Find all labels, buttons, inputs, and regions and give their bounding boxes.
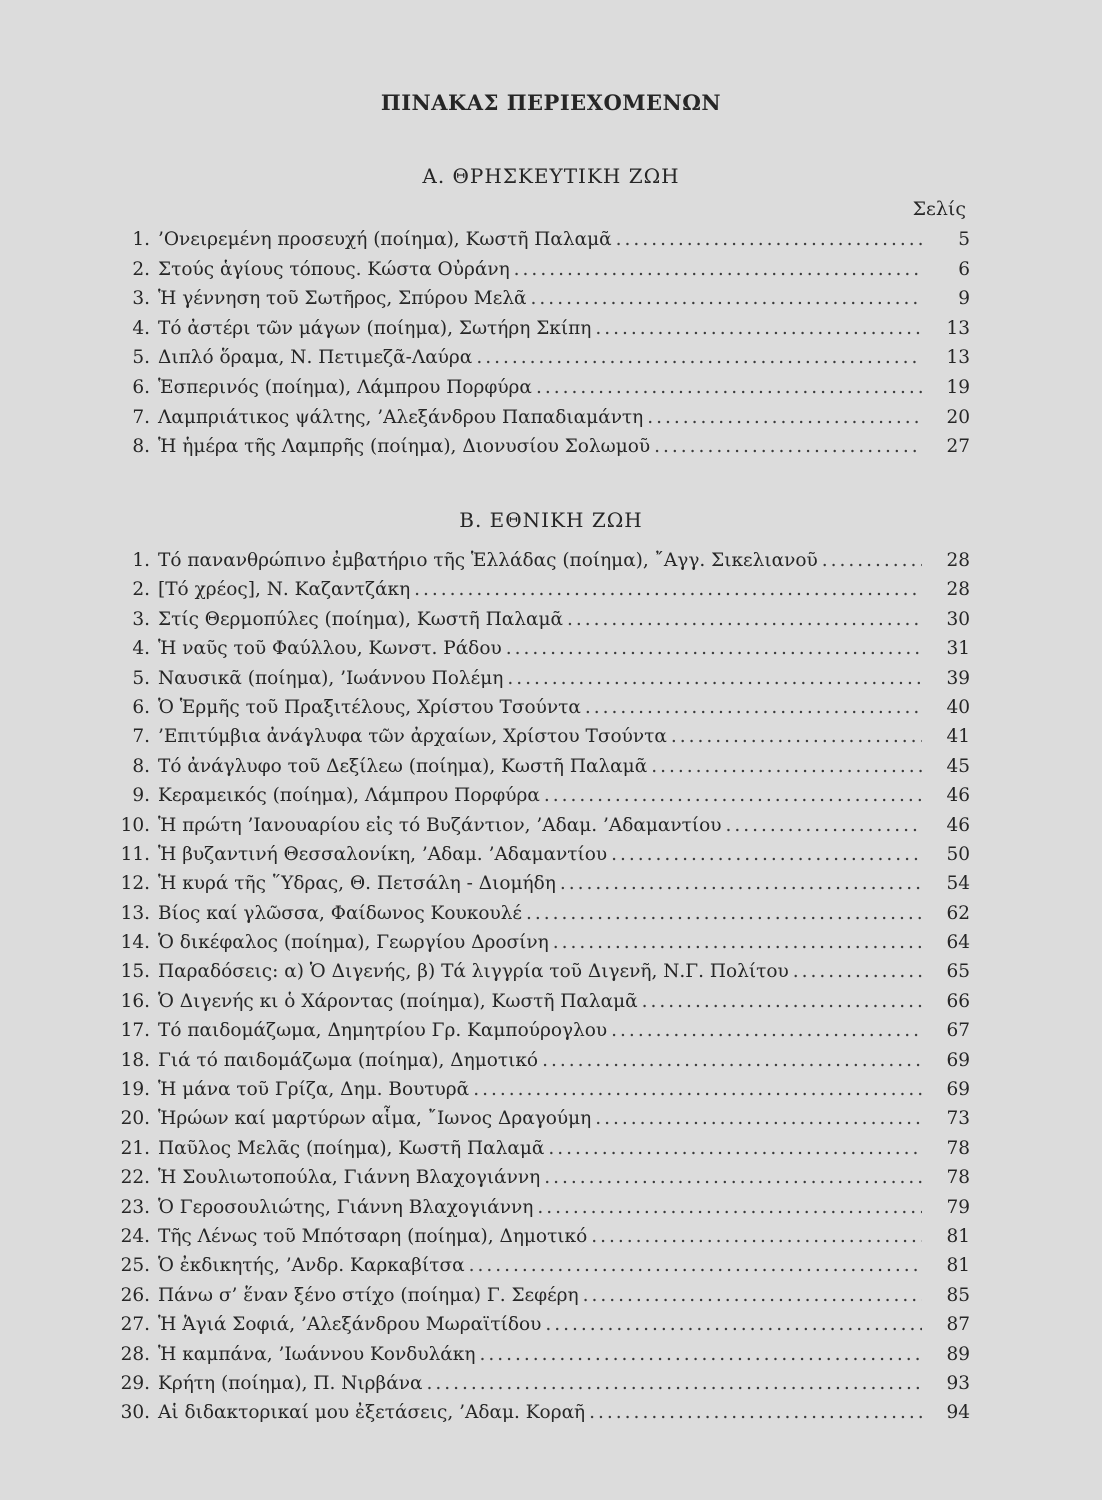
toc-entry <box>108 407 970 437</box>
entry-page-number: 85 <box>946 1284 970 1306</box>
entry-number: 10. <box>120 814 150 836</box>
dot-leader <box>506 638 922 659</box>
entry-number: 6. <box>132 696 150 718</box>
entry-title: Βίος καί γλῶσσα, Φαίδωνος Κουκουλέ <box>158 902 523 924</box>
entry-number: 12. <box>120 873 150 895</box>
entry-number: 2. <box>132 258 150 280</box>
dot-leader <box>537 1197 922 1218</box>
entry-page-number: 39 <box>946 667 970 689</box>
entry-page-number: 87 <box>946 1314 970 1336</box>
toc-entry <box>108 1079 970 1108</box>
dot-leader <box>531 288 922 309</box>
entry-number: 29. <box>120 1372 150 1394</box>
entry-page-number: 81 <box>946 1225 970 1247</box>
toc-entry <box>108 229 970 259</box>
toc-entry <box>108 697 970 726</box>
toc-entry <box>108 726 970 755</box>
entry-page-number: 5 <box>958 229 970 250</box>
entry-number: 27. <box>120 1314 150 1336</box>
entry-page-number: 50 <box>946 843 970 865</box>
entry-number: 8. <box>132 755 150 777</box>
toc-entry <box>108 609 970 638</box>
entry-title: Τό ἀνάγλυφο τοῦ Δεξίλεω (ποίημα), Κωστῆ Παλαμᾶ <box>158 755 648 777</box>
entry-number: 26. <box>120 1284 150 1306</box>
toc-entry <box>108 288 970 318</box>
entry-number: 18. <box>120 1049 150 1071</box>
entry-title: [Τό χρέος], Ν. Καζαντζάκη <box>158 579 411 601</box>
toc-entry <box>108 579 970 608</box>
entry-title: Ἡ πρώτη ’Ιανουαρίου εἰς τό Βυζάντιον, ’Αδαμ. ’Αδαμαντίου <box>158 814 722 836</box>
toc-entry <box>108 756 970 785</box>
entry-title: Ἡ μάνα τοῦ Γρίζα, Δημ. Βουτυρᾶ <box>158 1079 470 1101</box>
entry-title: Ἡ Ἁγιά Σοφιά, ’Αλεξάνδρου Μωραϊτίδου <box>158 1314 542 1336</box>
dot-leader <box>822 550 922 571</box>
dot-leader <box>589 1402 922 1423</box>
toc-entry <box>108 1226 970 1255</box>
entry-number: 8. <box>132 436 150 458</box>
entry-title: Τό ἀστέρι τῶν μάγων (ποίημα), Σωτήρη Σκίπη <box>158 317 592 339</box>
toc-entry <box>108 961 970 990</box>
entry-title: Ὁ Διγενής κι ὁ Χάροντας (ποίημα), Κωστῆ Παλαμᾶ <box>158 990 638 1012</box>
dot-leader <box>526 903 922 924</box>
dot-leader <box>469 1255 922 1276</box>
entry-page-number: 6 <box>958 258 970 280</box>
entry-title: Τῆς Λένως τοῦ Μπότσαρη (ποίημα), Δημοτικό <box>158 1225 588 1247</box>
toc-entry <box>108 1344 970 1373</box>
toc-entry <box>108 318 970 348</box>
dot-leader <box>567 609 922 630</box>
dot-leader <box>642 991 922 1012</box>
entry-page-number: 19 <box>946 376 970 398</box>
entry-number: 3. <box>132 608 150 630</box>
dot-leader <box>611 1020 922 1041</box>
dot-leader <box>514 259 922 280</box>
entry-title: Παῦλος Μελᾶς (ποίημα), Κωστῆ Παλαμᾶ <box>158 1137 545 1159</box>
entry-number: 1. <box>132 550 150 571</box>
entry-page-number: 13 <box>946 347 970 369</box>
entry-page-number: 62 <box>946 902 970 924</box>
toc-entry <box>108 785 970 814</box>
dot-leader <box>591 1226 922 1247</box>
entry-title: Διπλό ὅραμα, Ν. Πετιμεζᾶ-Λαύρα <box>158 347 473 369</box>
entry-title: Ἡ βυζαντινή Θεσσαλονίκη, ’Αδαμ. ’Αδαμαντίου <box>158 843 608 865</box>
entry-page-number: 94 <box>946 1402 970 1424</box>
entry-title: Τό πανανθρώπινο ἐμβατήριο τῆς Ἑλλάδας (ποίημα), ῎Αγγ. Σικελιανοῦ <box>158 550 818 571</box>
entry-page-number: 30 <box>946 608 970 630</box>
dot-leader <box>560 873 922 894</box>
dot-leader <box>479 1344 922 1365</box>
entry-title: Ναυσικᾶ (ποίημα), ’Ιωάννου Πολέμη <box>158 667 504 689</box>
entry-number: 6. <box>132 376 150 398</box>
toc-entry <box>108 1255 970 1284</box>
entry-title: Ἡ Σουλιωτοπούλα, Γιάννη Βλαχογιάννη <box>158 1167 541 1189</box>
entry-page-number: 79 <box>946 1196 970 1218</box>
toc-entry <box>108 1373 970 1402</box>
entry-title: Τό παιδομάζωμα, Δημητρίου Γρ. Καμπούρογλου <box>158 1020 608 1042</box>
entry-number: 25. <box>120 1255 150 1277</box>
entry-title: Κρήτη (ποίημα), Π. Νιρβάνα <box>158 1372 423 1394</box>
dot-leader <box>545 1314 922 1335</box>
entry-title: Ὁ Ἑρμῆς τοῦ Πραξιτέλους, Χρίστου Τσούντα <box>158 696 581 718</box>
dot-leader <box>595 318 922 339</box>
entry-title: Ἡ ἡμέρα τῆς Λαμπρῆς (ποίημα), Διονυσίου Σολωμοῦ <box>158 436 651 458</box>
dot-leader <box>793 961 922 982</box>
dot-leader <box>473 1079 922 1100</box>
entry-number: 24. <box>120 1225 150 1247</box>
toc-entry <box>108 1167 970 1196</box>
entry-number: 17. <box>120 1020 150 1042</box>
toc-entry <box>108 815 970 844</box>
entry-title: Πάνω σ’ ἕναν ξένο στίχο (ποίημα) Γ. Σεφέρη <box>158 1284 579 1306</box>
dot-leader <box>647 407 922 428</box>
toc-entry <box>108 991 970 1020</box>
entry-title: Αἱ διδακτορικαί μου ἐξετάσεις, ’Αδαμ. Κοραῆ <box>158 1402 586 1424</box>
entry-title: Στίς Θερμοπύλες (ποίημα), Κωστῆ Παλαμᾶ <box>158 608 563 630</box>
entry-title: Κεραμεικός (ποίημα), Λάμπρου Πορφύρα <box>158 785 540 807</box>
dot-leader <box>476 347 922 368</box>
entry-number: 19. <box>120 1079 150 1101</box>
entry-title: Ἡ καμπάνα, ’Ιωάννου Κονδυλάκη <box>158 1343 476 1365</box>
toc-entry <box>108 1285 970 1314</box>
entry-page-number: 89 <box>946 1343 970 1365</box>
entry-number: 15. <box>120 961 150 983</box>
toc-entry <box>108 638 970 667</box>
entry-page-number: 41 <box>946 726 970 748</box>
section-b-list <box>108 550 970 1432</box>
entry-page-number: 78 <box>946 1137 970 1159</box>
toc-entry <box>108 1020 970 1049</box>
entry-page-number: 81 <box>946 1255 970 1277</box>
toc-entry <box>108 903 970 932</box>
entry-page-number: 78 <box>946 1167 970 1189</box>
entry-page-number: 28 <box>946 550 970 571</box>
entry-number: 9. <box>132 785 150 807</box>
entry-page-number: 46 <box>946 785 970 807</box>
entry-title: ’Ονειρεμένη προσευχή (ποίημα), Κωστῆ Παλαμᾶ <box>158 229 612 250</box>
section-b-heading: Β. ΕΘΝΙΚΗ ΖΩΗ <box>459 508 643 532</box>
entry-title: Ὁ ἐκδικητής, ’Ανδρ. Καρκαβίτσα <box>158 1255 465 1277</box>
entry-page-number: 9 <box>958 288 970 310</box>
entry-number: 1. <box>132 229 150 250</box>
entry-number: 3. <box>132 288 150 310</box>
entry-page-number: 40 <box>946 696 970 718</box>
entry-page-number: 46 <box>946 814 970 836</box>
dot-leader <box>611 844 922 865</box>
entry-number: 28. <box>120 1343 150 1365</box>
entry-page-number: 73 <box>946 1108 970 1130</box>
dot-leader <box>414 579 922 600</box>
entry-page-number: 67 <box>946 1020 970 1042</box>
entry-page-number: 64 <box>946 932 970 954</box>
toc-entry <box>108 932 970 961</box>
toc-entry <box>108 1314 970 1343</box>
entry-number: 7. <box>132 726 150 748</box>
entry-title: Λαμπριάτικος ψάλτης, ’Αλεξάνδρου Παπαδιαμάντη <box>158 406 644 428</box>
entry-number: 16. <box>120 990 150 1012</box>
entry-page-number: 27 <box>946 436 970 458</box>
toc-entry <box>108 436 970 466</box>
section-a-list <box>108 229 970 466</box>
dot-leader <box>671 726 922 747</box>
dot-leader <box>595 1108 922 1129</box>
dot-leader <box>553 932 922 953</box>
dot-leader <box>616 229 922 250</box>
entry-page-number: 69 <box>946 1049 970 1071</box>
dot-leader <box>726 815 923 836</box>
entry-number: 5. <box>132 667 150 689</box>
entry-page-number: 28 <box>946 579 970 601</box>
dot-leader <box>585 697 922 718</box>
toc-entry <box>108 873 970 902</box>
toc-entry <box>108 347 970 377</box>
toc-entry <box>108 1197 970 1226</box>
entry-page-number: 66 <box>946 990 970 1012</box>
entry-page-number: 69 <box>946 1079 970 1101</box>
entry-title: Ἡ γέννηση τοῦ Σωτῆρος, Σπύρου Μελᾶ <box>158 288 527 310</box>
entry-number: 20. <box>120 1108 150 1130</box>
dot-leader <box>542 1050 922 1071</box>
section-a-heading: Α. ΘΡΗΣΚΕΥΤΙΚΗ ΖΩΗ <box>422 164 680 188</box>
entry-number: 23. <box>120 1196 150 1218</box>
toc-entry <box>108 1108 970 1137</box>
entry-number: 11. <box>120 843 150 865</box>
dot-leader <box>544 1167 922 1188</box>
dot-leader <box>651 756 922 777</box>
entry-title: Γιά τό παιδομάζωμα (ποίημα), Δημοτικό <box>158 1049 539 1071</box>
toc-entry <box>108 259 970 289</box>
entry-page-number: 54 <box>946 873 970 895</box>
entry-number: 2. <box>132 579 150 601</box>
dot-leader <box>548 1138 922 1159</box>
dot-leader <box>544 785 922 806</box>
entry-title: Ἑσπερινός (ποίημα), Λάμπρου Πορφύρα <box>158 376 532 398</box>
entry-number: 13. <box>120 902 150 924</box>
entry-title: Παραδόσεις: α) Ὁ Διγενής, β) Τά λιγγρία τοῦ Διγενῆ, Ν.Γ. Πολίτου <box>158 961 789 983</box>
dot-leader <box>507 668 922 689</box>
entry-title: Ὁ Γεροσουλιώτης, Γιάννη Βλαχογιάννη <box>158 1196 534 1218</box>
entry-page-number: 13 <box>946 317 970 339</box>
entry-title: Ὁ δικέφαλος (ποίημα), Γεωργίου Δροσίνη <box>158 932 549 954</box>
entry-title: Ἡ κυρά τῆς ῞Υδρας, Θ. Πετσάλη - Διομήδη <box>158 873 556 895</box>
page-column-label: Σελίς <box>912 198 966 220</box>
toc-entry <box>108 1402 970 1431</box>
toc-entry <box>108 550 970 579</box>
entry-number: 21. <box>120 1137 150 1159</box>
toc-entry <box>108 668 970 697</box>
dot-leader <box>583 1285 922 1306</box>
page-title: ΠΙΝΑΚΑΣ ΠΕΡΙΕΧΟΜΕΝΩΝ <box>380 90 722 115</box>
toc-entry <box>108 1050 970 1079</box>
dot-leader <box>426 1373 922 1394</box>
entry-number: 22. <box>120 1167 150 1189</box>
toc-entry <box>108 1138 970 1167</box>
entry-number: 7. <box>132 406 150 428</box>
entry-title: Στούς ἁγίους τόπους. Κώστα Οὐράνη <box>158 258 510 280</box>
entry-number: 5. <box>132 347 150 369</box>
dot-leader <box>654 436 922 457</box>
entry-page-number: 45 <box>946 755 970 777</box>
entry-page-number: 65 <box>946 961 970 983</box>
entry-number: 4. <box>132 638 150 660</box>
toc-entry <box>108 844 970 873</box>
entry-page-number: 20 <box>946 406 970 428</box>
toc-entry <box>108 377 970 407</box>
entry-title: Ἡ ναῦς τοῦ Φαύλλου, Κωνστ. Ράδου <box>158 638 502 660</box>
entry-title: ’Επιτύμβια ἀνάγλυφα τῶν ἀρχαίων, Χρίστου Τσούντα <box>158 726 667 748</box>
dot-leader <box>536 377 922 398</box>
entry-number: 4. <box>132 317 150 339</box>
entry-title: Ἡρώων καί μαρτύρων αἷμα, ῎Ιωνος Δραγούμη <box>158 1108 592 1130</box>
entry-number: 30. <box>120 1402 150 1424</box>
entry-page-number: 31 <box>946 638 970 660</box>
entry-number: 14. <box>120 932 150 954</box>
entry-page-number: 93 <box>946 1372 970 1394</box>
